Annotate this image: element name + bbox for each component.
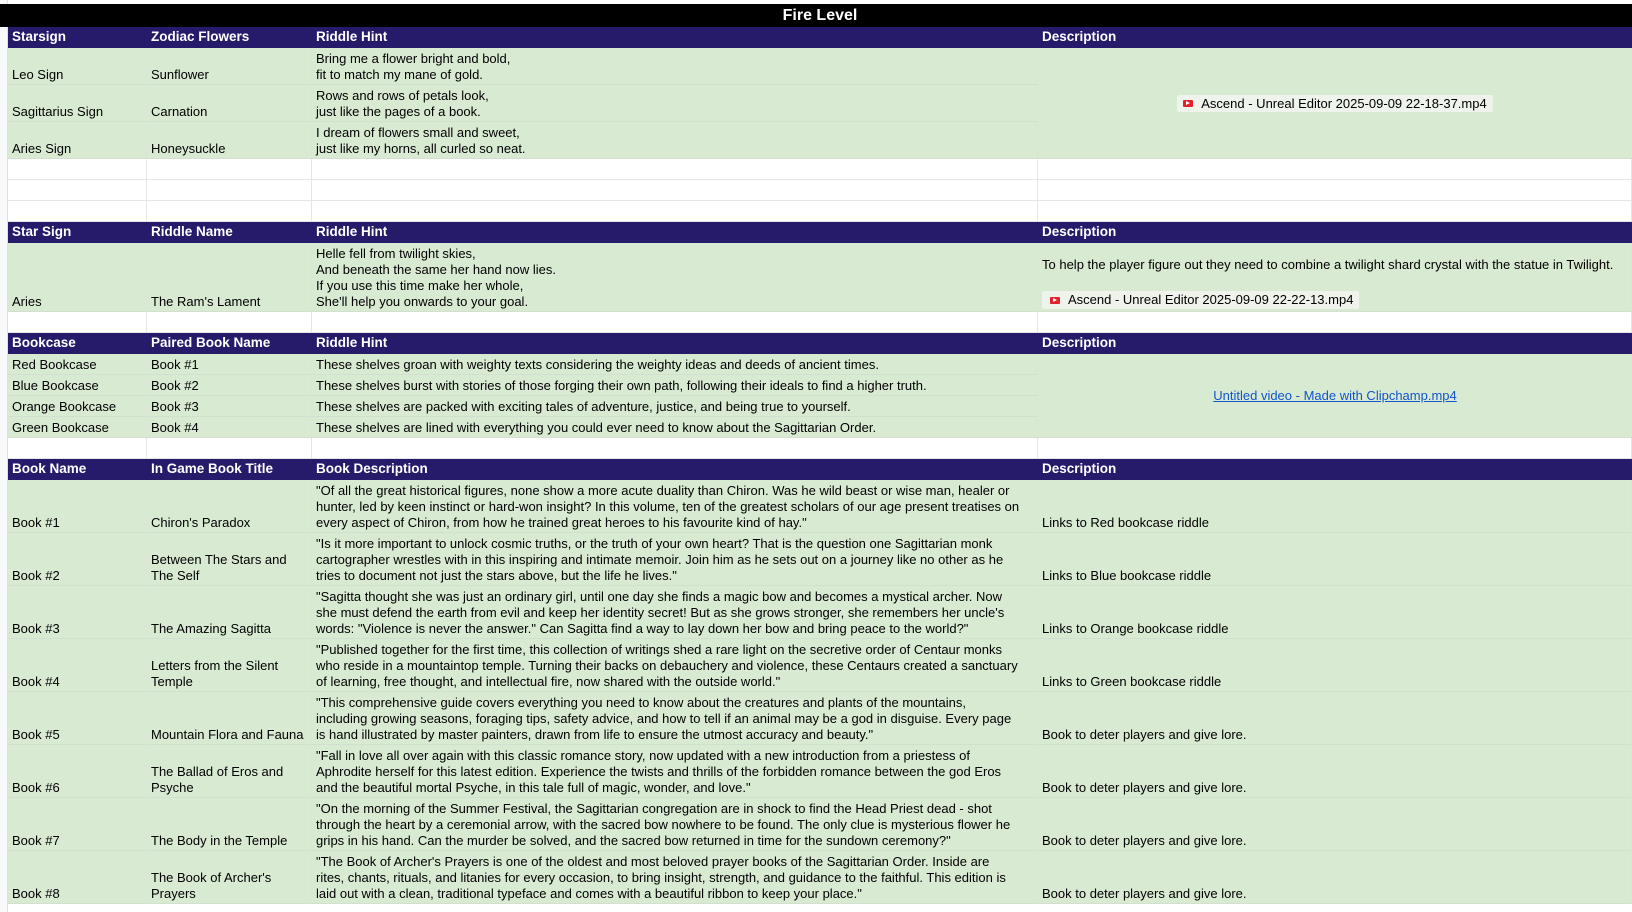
empty-cell[interactable] — [8, 438, 147, 459]
header-riddle-hint[interactable]: Riddle Hint — [312, 222, 1038, 243]
header-star-sign[interactable]: Star Sign — [8, 222, 147, 243]
empty-cell[interactable] — [8, 312, 147, 333]
header-starsign[interactable]: Starsign — [8, 27, 147, 48]
table4-header — [0, 459, 1632, 480]
cell-bookcase[interactable]: Blue Bookcase — [8, 375, 147, 396]
table1-header — [0, 27, 1632, 48]
cell-book-description[interactable]: "Published together for the first time, this collection of writings shed a rare light on the secretive order of Centaur monks who reside in a mountaintop temple. Turning their backs on debauchery and violence, these Centaurs created a sanctuary of learning, free thought, and intellectual fire, now shared with the outside world." — [312, 639, 1038, 692]
video-attachment-chip[interactable] — [1042, 291, 1359, 309]
empty-cell[interactable] — [1038, 438, 1632, 459]
blank-row — [0, 180, 1632, 201]
empty-cell[interactable] — [8, 159, 147, 180]
cell-starsign[interactable]: Leo Sign — [8, 48, 147, 85]
cell-book-title[interactable]: The Amazing Sagitta — [147, 586, 312, 639]
cell-riddle[interactable]: These shelves burst with stories of those forging their own path, following their ideals to find a higher truth. — [312, 375, 1038, 396]
cell-book-title[interactable]: The Ballad of Eros and Psyche — [147, 745, 312, 798]
empty-cell[interactable] — [312, 180, 1038, 201]
description-cell-merged[interactable] — [1038, 354, 1632, 438]
cell-riddle[interactable]: Helle fell from twilight skies, And beneath the same her hand now lies. If you use this time make her whole, She'll help you onwards to your goal. — [312, 243, 1038, 312]
cell-bookcase[interactable]: Red Bookcase — [8, 354, 147, 375]
cell-book-name[interactable]: Book #1 — [8, 480, 147, 533]
cell-riddle[interactable]: I dream of flowers small and sweet, just like my horns, all curled so neat. — [312, 122, 1038, 159]
empty-cell[interactable] — [147, 159, 312, 180]
table-row — [0, 798, 1632, 851]
title-row[interactable] — [0, 4, 1632, 27]
cell-book-description[interactable]: "On the morning of the Summer Festival, the Sagittarian congregation are in shock to find the Head Priest dead - shot through the heart by a ceremonial arrow, with the sacred bow nowhere to be found. The only clue is mysterious flower he grips in his hand. Can the murder be solved, and the sacred bow returned in time for the sundown ceremony?" — [312, 798, 1038, 851]
cell-book-description[interactable]: "Is it more important to unlock cosmic truths, or the truth of your own heart? That is the question one Sagittarian monk cartographer wrestles with in this inspiring and intimate memoir. Join him as he sets out on a journey like no other as he tries to document not just the stars above, but the life he lives." — [312, 533, 1038, 586]
cell-book[interactable]: Book #3 — [147, 396, 312, 417]
header-description[interactable]: Description — [1038, 27, 1632, 48]
cell-flower[interactable]: Sunflower — [147, 48, 312, 85]
cell-book-title[interactable]: Chiron's Paradox — [147, 480, 312, 533]
empty-cell[interactable] — [312, 159, 1038, 180]
cell-book[interactable]: Book #1 — [147, 354, 312, 375]
cell-book-title[interactable]: Between The Stars and The Self — [147, 533, 312, 586]
cell-book-name[interactable]: Book #4 — [8, 639, 147, 692]
cell-book-name[interactable]: Book #8 — [8, 851, 147, 904]
cell-book-name[interactable]: Book #2 — [8, 533, 147, 586]
empty-cell[interactable] — [312, 312, 1038, 333]
header-in-game-title[interactable]: In Game Book Title — [147, 459, 312, 480]
cell-description[interactable]: Book to deter players and give lore. — [1038, 745, 1632, 798]
cell-description[interactable] — [1038, 243, 1632, 312]
empty-cell[interactable] — [312, 438, 1038, 459]
header-book-name[interactable]: Book Name — [8, 459, 147, 480]
cell-riddle[interactable]: Rows and rows of petals look, just like the pages of a book. — [312, 85, 1038, 122]
table-row — [0, 586, 1632, 639]
table-row — [0, 692, 1632, 745]
cell-description[interactable]: Links to Green bookcase riddle — [1038, 639, 1632, 692]
cell-riddle[interactable]: These shelves groan with weighty texts considering the weighty ideas and deeds of ancient times. — [312, 354, 1038, 375]
blank-row — [0, 159, 1632, 180]
cell-bookcase[interactable]: Orange Bookcase — [8, 396, 147, 417]
table2-header — [0, 222, 1632, 243]
cell-book[interactable]: Book #2 — [147, 375, 312, 396]
cell-book-name[interactable]: Book #6 — [8, 745, 147, 798]
attachment-name: Ascend - Unreal Editor 2025-09-09 22-18-37.mp4 — [1201, 95, 1487, 111]
table-row — [0, 480, 1632, 533]
cell-book-description[interactable]: "Fall in love all over again with this classic romance story, now updated with a new introduction from a priestess of Aphrodite herself for this latest edition. Experience the twists and thrills of the forbidden romance between the god Eros and the beautiful mortal Psyche, in this tale full of magic, wonder, and love." — [312, 745, 1038, 798]
cell-riddle[interactable]: These shelves are packed with exciting tales of adventure, justice, and being true to yourself. — [312, 396, 1038, 417]
cell-description[interactable]: Links to Orange bookcase riddle — [1038, 586, 1632, 639]
blank-row — [0, 201, 1632, 222]
empty-cell[interactable] — [1038, 180, 1632, 201]
header-riddle-hint[interactable]: Riddle Hint — [312, 333, 1038, 354]
empty-cell[interactable] — [147, 180, 312, 201]
blank-row — [0, 312, 1632, 333]
empty-cell[interactable] — [8, 201, 147, 222]
cell-description[interactable]: Book to deter players and give lore. — [1038, 851, 1632, 904]
header-zodiac-flowers[interactable]: Zodiac Flowers — [147, 27, 312, 48]
table-row — [0, 745, 1632, 798]
cell-riddle[interactable]: Bring me a flower bright and bold, fit to match my mane of gold. — [312, 48, 1038, 85]
cell-riddle[interactable]: These shelves are lined with everything you could ever need to know about the Sagittarian Order. — [312, 417, 1038, 438]
header-book-description[interactable]: Book Description — [312, 459, 1038, 480]
header-riddle-name[interactable]: Riddle Name — [147, 222, 312, 243]
cell-description[interactable]: Links to Blue bookcase riddle — [1038, 533, 1632, 586]
empty-cell[interactable] — [1038, 159, 1632, 180]
cell-description[interactable]: Book to deter players and give lore. — [1038, 798, 1632, 851]
empty-cell[interactable] — [312, 201, 1038, 222]
cell-book-name[interactable]: Book #7 — [8, 798, 147, 851]
cell-book-name[interactable]: Book #3 — [8, 586, 147, 639]
cell-description[interactable]: Book to deter players and give lore. — [1038, 692, 1632, 745]
header-description[interactable]: Description — [1038, 222, 1632, 243]
table-row — [0, 851, 1632, 904]
cell-book-title[interactable]: Letters from the Silent Temple — [147, 639, 312, 692]
header-riddle-hint[interactable]: Riddle Hint — [312, 27, 1038, 48]
description-cell-merged[interactable] — [1038, 48, 1632, 159]
cell-starsign[interactable]: Sagittarius Sign — [8, 85, 147, 122]
cell-book[interactable]: Book #4 — [147, 417, 312, 438]
cell-book-description[interactable]: "This comprehensive guide covers everything you need to know about the creatures and plants of the mountains, including growing seasons, foraging tips, safety advice, and how to tell if an animal may be a god in disguise. Every page is hand illustrated by master painters, drawn from life to ensure the utmost accuracy and beauty." — [312, 692, 1038, 745]
cell-flower[interactable]: Honeysuckle — [147, 122, 312, 159]
cell-book-title[interactable]: Mountain Flora and Fauna — [147, 692, 312, 745]
cell-description[interactable]: Links to Red bookcase riddle — [1038, 480, 1632, 533]
cell-book-title[interactable]: The Body in the Temple — [147, 798, 312, 851]
empty-cell[interactable] — [1038, 312, 1632, 333]
video-file-icon — [1183, 100, 1193, 107]
cell-book-description[interactable]: "Of all the great historical figures, none show a more acute duality than Chiron. Was he wild beast or wise man, healer or hunter, led by keen instinct or hard-won insight? In this volume, ten of the greatest scholars of our age present treatises on every aspect of Chiron, from how he trained great heroes to his favourite kind of hay." — [312, 480, 1038, 533]
table-row — [0, 243, 1632, 312]
cell-star-sign[interactable]: Aries — [8, 243, 147, 312]
cell-bookcase[interactable]: Green Bookcase — [8, 417, 147, 438]
cell-riddle-name[interactable]: The Ram's Lament — [147, 243, 312, 312]
cell-book-title[interactable]: The Book of Archer's Prayers — [147, 851, 312, 904]
table3-header — [0, 333, 1632, 354]
header-description[interactable]: Description — [1038, 333, 1632, 354]
video-attachment-chip[interactable] — [1177, 95, 1492, 112]
description-text: To help the player figure out they need to combine a twilight shard crystal with the statue in Twilight. — [1042, 257, 1614, 272]
table-row — [0, 533, 1632, 586]
cell-book-description[interactable]: "The Book of Archer's Prayers is one of the oldest and most beloved prayer books of the Sagittarian Order. Inside are rites, chants, rituals, and litanies for every occasion, to bring insight, strength, and guidance to the faithful. This edition is laid out with a clean, traditional typeface and comes with a beautiful ribbon to keep your place." — [312, 851, 1038, 904]
video-file-icon — [1050, 297, 1060, 304]
table-row — [0, 639, 1632, 692]
empty-cell[interactable] — [147, 438, 312, 459]
empty-cell[interactable] — [8, 180, 147, 201]
attachment-name: Ascend - Unreal Editor 2025-09-09 22-22-13.mp4 — [1068, 292, 1354, 307]
empty-cell[interactable] — [147, 312, 312, 333]
cell-book-description[interactable]: "Sagitta thought she was just an ordinary girl, until one day she finds a magic bow and becomes a mystical archer. Now she must defend the earth from evil and keep her identity secret! But as she grows stronger, she remembers her uncle's words: "Violence is never the answer." Can Sagitta find a way to lay down her bow and bring peace to the world?" — [312, 586, 1038, 639]
header-bookcase[interactable]: Bookcase — [8, 333, 147, 354]
header-paired-book[interactable]: Paired Book Name — [147, 333, 312, 354]
blank-row — [0, 438, 1632, 459]
video-link[interactable]: Untitled video - Made with Clipchamp.mp4 — [1213, 388, 1457, 403]
cell-book-name[interactable]: Book #5 — [8, 692, 147, 745]
cell-starsign[interactable]: Aries Sign — [8, 122, 147, 159]
empty-cell[interactable] — [1038, 201, 1632, 222]
header-description[interactable]: Description — [1038, 459, 1632, 480]
sheet-title[interactable]: Fire Level — [782, 6, 858, 24]
cell-flower[interactable]: Carnation — [147, 85, 312, 122]
empty-cell[interactable] — [147, 201, 312, 222]
